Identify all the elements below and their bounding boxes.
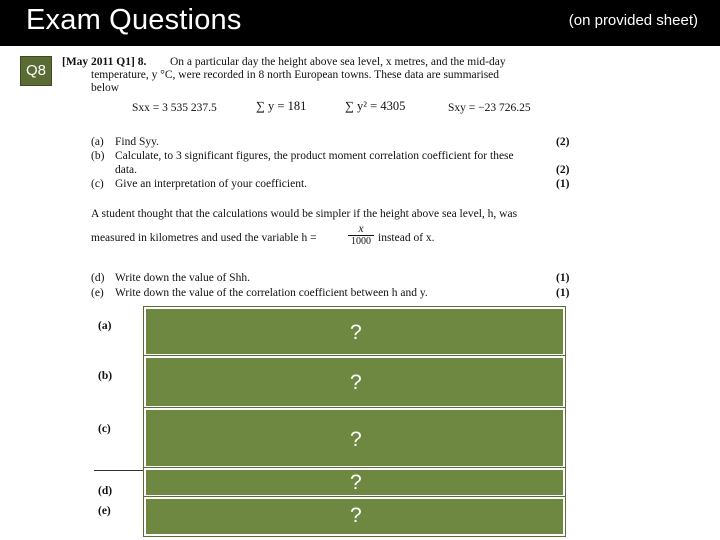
part-d-text: Write down the value of Shh. <box>115 272 250 284</box>
answer-placeholder-c: ? <box>350 428 362 451</box>
answer-label-d: (d) <box>98 485 113 497</box>
question-number-badge: Q8 <box>20 56 52 86</box>
part-c-text: Give an interpretation of your coefficient. <box>115 178 308 190</box>
answer-placeholder-a: ? <box>350 321 362 344</box>
divider-line <box>94 470 146 471</box>
intro-line-1: On a particular day the height above sea level, x metres, and the mid-day <box>170 56 506 68</box>
student-line-2b: instead of x. <box>378 232 435 244</box>
part-b-text: Calculate, to 3 significant figures, the product moment correlation coefficient for these <box>115 150 514 162</box>
stat-sum-y: ∑ y = 181 <box>256 99 307 113</box>
fraction <box>348 223 374 248</box>
part-d-marks: (1) <box>556 272 570 284</box>
part-b-text-cont: data. <box>115 164 138 176</box>
part-e-label: (e) <box>91 287 104 299</box>
page-subtitle: (on provided sheet) <box>568 12 698 29</box>
answer-placeholder-d: ? <box>350 471 362 494</box>
answer-label-a: (a) <box>98 320 112 332</box>
page-title: Exam Questions <box>26 4 242 36</box>
student-line-2a: measured in kilometres and used the variable h = <box>91 232 317 244</box>
part-a-label: (a) <box>91 136 104 148</box>
stat-sum-y2: ∑ y² = 4305 <box>345 99 406 113</box>
part-b-label: (b) <box>91 150 105 162</box>
intro-line-3: below <box>91 82 120 94</box>
answer-label-e: (e) <box>98 505 111 517</box>
answer-placeholder-b: ? <box>350 371 362 394</box>
part-c-label: (c) <box>91 178 104 190</box>
fraction-denominator: 1000 <box>351 236 371 247</box>
answer-box-d[interactable] <box>144 468 565 497</box>
part-c-marks: (1) <box>556 178 570 190</box>
part-e-marks: (1) <box>556 287 570 299</box>
part-e-text: Write down the value of the correlation coefficient between h and y. <box>115 287 428 299</box>
answer-box-c[interactable] <box>144 408 565 468</box>
intro-line-2: temperature, y °C, were recorded in 8 north European towns. These data are summarised <box>91 69 500 81</box>
answer-label-c: (c) <box>98 423 111 435</box>
fraction-numerator: x <box>348 223 374 236</box>
answer-placeholder-e: ? <box>350 504 362 527</box>
question-source: [May 2011 Q1] 8. <box>62 56 147 68</box>
part-b-marks: (2) <box>556 164 570 176</box>
student-line-1: A student thought that the calculations would be simpler if the height above sea level, h, was <box>91 208 518 220</box>
answer-label-b: (b) <box>98 370 113 382</box>
answer-box-a[interactable] <box>144 307 565 356</box>
stat-sxy: Sxy = −23 726.25 <box>448 102 531 114</box>
part-a-marks: (2) <box>556 136 570 148</box>
stat-sxx: Sxx = 3 535 237.5 <box>132 102 217 114</box>
answer-box-b[interactable] <box>144 356 565 408</box>
part-a-text: Find Syy. <box>115 136 159 148</box>
part-d-label: (d) <box>91 272 105 284</box>
answer-box-e[interactable] <box>144 497 565 536</box>
